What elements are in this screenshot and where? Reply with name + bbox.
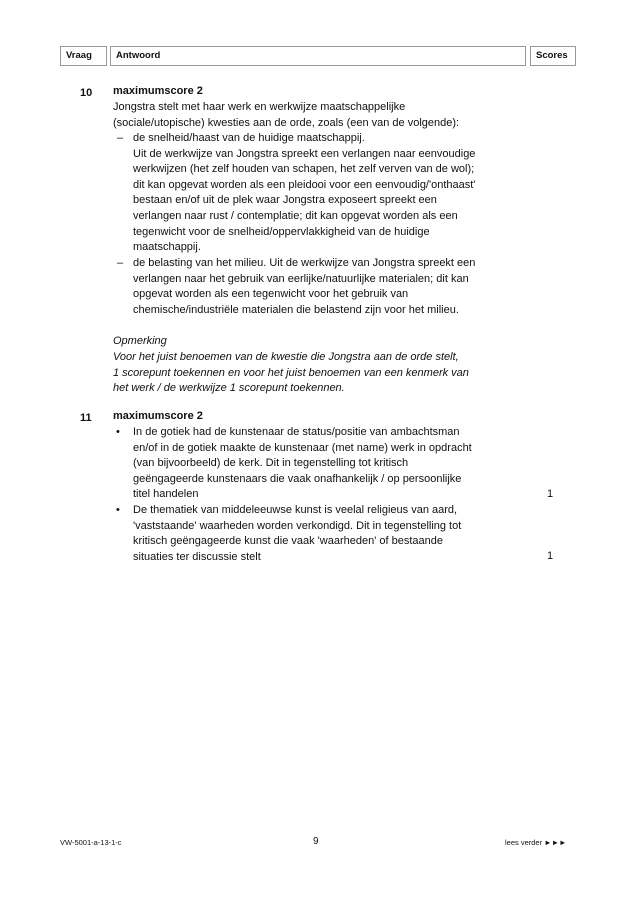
q11-item1-line: geëngageerde kunstenaars die vaak onafhankelijk / op persoonlijke [133,472,462,485]
q11-item1-line: (van bijvoorbeeld) de kerk. Dit in tegenstelling tot kritisch [133,457,409,470]
q10-item2-line: opgevat worden als een tegenwicht voor het gebruik van [133,288,409,301]
q11-item1-line: titel handelen [133,488,199,501]
score-value: 1 [547,550,554,562]
q10-item1-line: maatschappij. [133,241,201,254]
q10-intro [113,100,459,131]
q10-note [113,350,469,397]
q11-item1-line: In de gotiek had de kunstenaar de status/positie van ambachtsman [133,426,460,438]
q11-item2-line: De thematiek van middeleeuwse kunst is veelal religieus van aard, [133,504,458,516]
q10-intro-line: (sociale/utopische) kwesties aan de orde, zoals (een van de volgende): [113,116,460,129]
q10-note-line: het werk / de werkwijze 1 scorepunt toekennen. [113,382,345,395]
q11-item2-line: situaties ter discussie stelt [133,550,261,563]
page-number: 9 [313,836,319,847]
bullet-marker: • [116,426,120,438]
q10-item-milieu [133,256,475,318]
q10-note-line: 1 scorepunt toekennen en voor het juist benoemen van een kenmerk van [113,366,469,379]
q10-item1-line: tegenwicht voor de snelheid/oppervlakkigheid van de huidige [133,225,430,238]
document-code: VW-5001-a-13-1-c [60,838,122,847]
question-number-11: 11 [80,412,92,424]
dash-marker: – [117,132,124,144]
header-vraag: Vraag [60,46,107,66]
q10-item1-line: de snelheid/haast van de huidige maatschappij. [133,132,365,144]
q10-note-line: Voor het juist benoemen van de kwestie die Jongstra aan de orde stelt, [113,351,459,363]
question-number-10: 10 [80,87,93,99]
q10-item1-line: bestaan en/of uit de plek waar Jongstra exposeert spreekt een [133,194,437,207]
q10-item2-line: de belasting van het milieu. Uit de werkwijze van Jongstra spreekt een [133,257,476,269]
header-antwoord: Antwoord [110,46,526,66]
q11-item1-line: en/of in de gotiek maakte de kunstenaar (met name) werk in opdracht [133,441,472,454]
q11-title: maximumscore 2 [113,410,203,422]
score-value: 1 [547,488,554,500]
q10-note-title: Opmerking [113,335,167,347]
q10-title: maximumscore 2 [113,85,203,97]
q11-item2-line: kritisch geëngageerde kunst die vaak 'waarheden' of bestaande [133,535,443,548]
q10-item1-line: Uit de werkwijze van Jongstra spreekt een verlangen naar eenvoudige [133,147,476,160]
q10-item1-line: werkwijzen (het zelf houden van schapen, het zelf verven van de wol); [133,163,475,176]
q10-intro-line: Jongstra stelt met haar werk en werkwijze maatschappelijke [113,101,406,113]
header-scores: Scores [530,46,576,66]
q10-item-snelheid [133,131,475,256]
q10-item1-line: dit kan opgevat worden als een pleidooi voor een eenvoudig/'onthaast' [133,178,476,191]
q10-item2-line: chemische/industriële materialen die belastend zijn voor het milieu. [133,303,459,316]
q10-item1-line: verlangen naar rust / contemplatie; dit kan opgevat worden als een [133,209,458,222]
q11-item2-line: 'vaststaande' waarheden worden verkondigd. Dit in tegenstelling tot [133,519,462,532]
dash-marker: – [117,257,124,269]
continue-label: lees verder ►►► [505,838,567,847]
bullet-marker: • [116,504,120,516]
q11-item-gotiek [133,425,472,503]
q10-item2-line: verlangen naar het gebruik van eerlijke/natuurlijke materialen; dit kan [133,272,469,285]
q11-item-thematiek [133,503,461,565]
